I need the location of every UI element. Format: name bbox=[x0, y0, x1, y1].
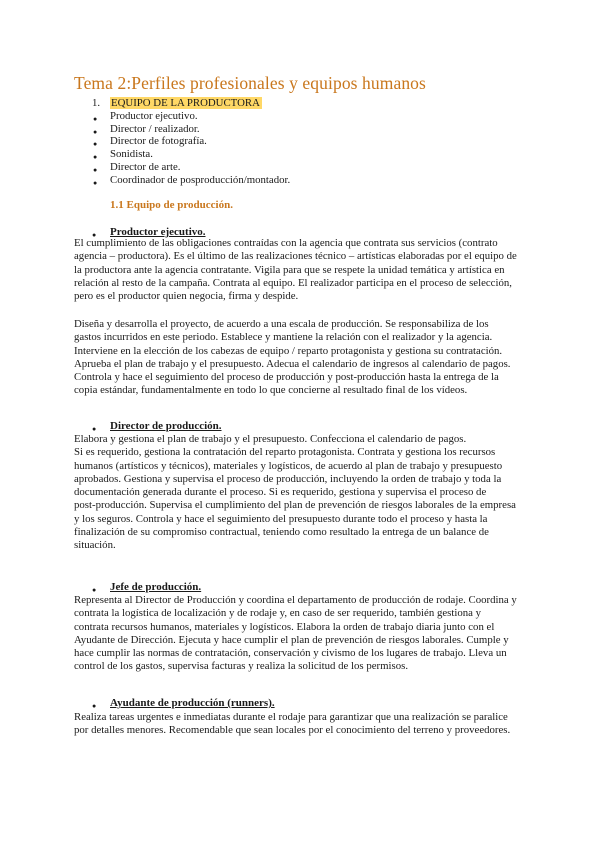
list-item: ● Productor ejecutivo. bbox=[92, 110, 290, 123]
bullet-icon: ● bbox=[92, 586, 97, 594]
list-item: ● Coordinador de posproducción/montador. bbox=[92, 174, 290, 187]
list-item: ● Director / realizador. bbox=[92, 123, 290, 136]
paragraph: Realiza tareas urgentes e inmediatas durante el rodaje para garantizar que una realización se paralice por detalles menores. Recomendable que sean locales por el conocimiento del terreno y proveedores. bbox=[74, 711, 511, 737]
bullet-icon: ● bbox=[93, 114, 98, 123]
section-heading-text: Jefe de producción. bbox=[110, 581, 202, 593]
page-title: Tema 2:Perfiles profesionales y equipos humanos bbox=[74, 73, 426, 93]
paragraph: Representa al Director de Producción y coordina el departamento de producción de rodaje. Coordina y contrata la logística de localización y de rodaje y, en caso de ser requerido, también gestiona y contrata recursos humanos, materiales y logísticos. Elabora la orden de trabajo diaria junto con el Ayudante de Dirección. Ejecuta y hace cumplir el plan de prevención de riesgos laborales. Cumple y hace cumplir las normas de contratación, conservación y civismo de los lugares de trabajo. Lleva un control de los gastos, supervisa facturas y realiza la solicitud de los permisos. bbox=[74, 594, 517, 673]
list-item: ● Director de fotografía. bbox=[92, 135, 290, 148]
team-list bbox=[92, 97, 290, 187]
bullet-icon: ● bbox=[92, 425, 97, 433]
list-item: ● Sonidista. bbox=[92, 148, 290, 161]
bullet-icon: ● bbox=[92, 231, 97, 239]
numbered-item bbox=[92, 97, 290, 110]
section-heading-text: Ayudante de producción (runners). bbox=[110, 697, 275, 709]
bullet-icon: ● bbox=[93, 178, 98, 187]
bullet-icon: ● bbox=[93, 165, 98, 174]
section-subheading: 1.1 Equipo de producción. bbox=[110, 199, 233, 211]
paragraph: Diseña y desarrolla el proyecto, de acuerdo a una escala de producción. Se responsabiliza de los gastos incurridos en este periodo. Establece y mantiene la relación con el realizador y la agencia. Interviene en la elección de los cabezas de equipo / reparto protagonista y gestiona su contratación. Aprueba el plan de trabajo y el presupuesto. Adecua el calendario de ingresos al calendario de pagos. Controla y hace el seguimiento del proceso de producción y post-producción hasta la entrega de la copia estándar, fundamentalmente en todo lo que concierne al resultado final de los vídeos. bbox=[74, 318, 511, 397]
paragraph: Elabora y gestiona el plan de trabajo y el presupuesto. Confecciona el calendario de pagos. Si es requerido, gestiona la contratación del reparto protagonista. Contrata y gestiona los recursos humanos (artísticos y técnicos), materiales y logísticos, de acuerdo al plan de trabajo y presupuesto aprobados. Gestiona y supervisa el proceso de producción, incluyendo la orden de trabajo y toda la documentación generada durante el proceso. Si es requerido, gestiona y supervisa el proceso de post-producción. Supervisa el cumplimiento del plan de prevención de riesgos laborales de la empresa y los seguros. Controla y hace el seguimiento del presupuesto durante todo el proceso y hasta la finalización de su compromiso contractual, teniendo como resultado la entrega de un balance de situación. bbox=[74, 433, 516, 552]
list-number: 1. bbox=[92, 97, 101, 109]
paragraph: El cumplimiento de las obligaciones contraídas con la agencia que contrata sus servicios (contrato agencia – productora). Es el último de las realizaciones técnico – artísticas elaboradas por el equipo de la productora ante la agencia contratante. Vigila para que se respete la unidad temática y artística en relación al resto de la campaña. Contrata al equipo. El realizador participa en el proceso de selección, pero es el productor quien negocia, firma y despide. bbox=[74, 237, 517, 303]
bullet-icon: ● bbox=[93, 140, 98, 149]
section-heading-text: Productor ejecutivo. bbox=[110, 226, 206, 238]
bullet-icon: ● bbox=[92, 702, 97, 710]
list-item: ● Director de arte. bbox=[92, 161, 290, 174]
bullet-icon: ● bbox=[93, 153, 98, 162]
highlighted-heading: EQUIPO DE LA PRODUCTORA bbox=[111, 97, 260, 109]
bullet-icon: ● bbox=[93, 127, 98, 136]
section-heading-text: Director de producción. bbox=[110, 420, 222, 432]
